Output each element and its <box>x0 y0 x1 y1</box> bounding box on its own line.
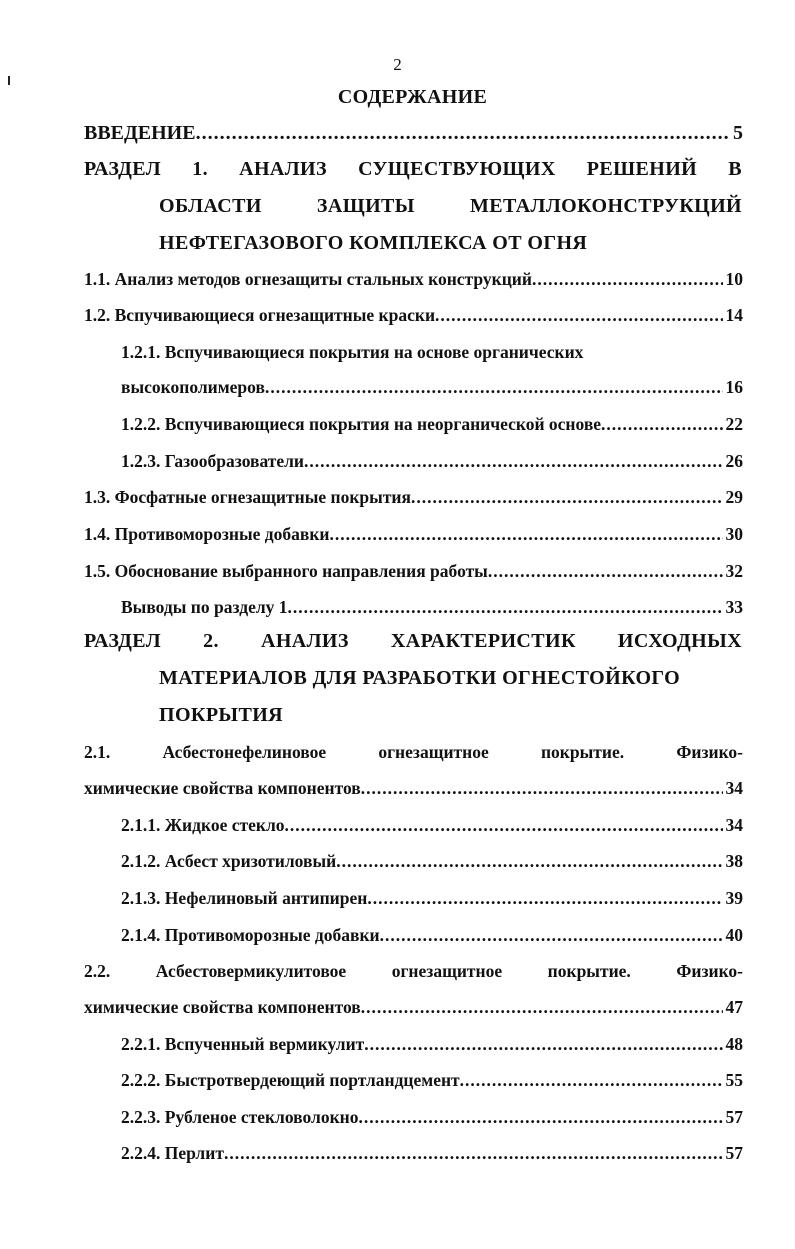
toc-entry-label: ВВЕДЕНИЕ <box>84 122 196 144</box>
dot-leader <box>380 921 723 949</box>
toc-entry-page: 26 <box>725 451 743 471</box>
toc-entry-page: 30 <box>725 524 743 544</box>
toc-entry-label: 1.1. Анализ методов огнезащиты стальных конструкций <box>84 269 532 289</box>
toc-entry[interactable] <box>84 774 743 802</box>
toc-entry-label: 1.5. Обоснование выбранного направления работы <box>84 561 488 581</box>
scan-edge-mark <box>8 76 10 85</box>
dot-leader <box>460 1066 723 1094</box>
dot-leader <box>488 557 723 585</box>
dot-leader <box>224 1139 723 1167</box>
toc-entry[interactable] <box>121 373 743 401</box>
toc-entry-label: 1.2. Вспучивающиеся огнезащитные краски <box>84 305 436 325</box>
dot-leader <box>304 447 722 475</box>
toc-entry-label: химические свойства компонентов <box>84 778 361 798</box>
section-1-heading <box>84 151 742 262</box>
toc-entry-page: 16 <box>725 377 743 397</box>
toc-entry[interactable] <box>84 483 743 511</box>
section-2-heading <box>84 623 742 734</box>
toc-entry-introduction[interactable] <box>84 119 743 147</box>
toc-entry-page: 57 <box>725 1143 743 1163</box>
toc-entry[interactable] <box>121 410 743 438</box>
page-number: 2 <box>393 55 402 74</box>
toc-entry[interactable] <box>84 993 743 1021</box>
dot-leader <box>361 774 723 802</box>
toc-entry-page: 34 <box>725 778 743 798</box>
toc-entry-first-line[interactable] <box>84 957 743 985</box>
toc-entry-page: 5 <box>733 122 743 144</box>
toc-entry-label: 2.1. Асбестонефелиновое огнезащитное покрытие. Физико- <box>84 742 743 762</box>
toc-entry-label: высокополимеров <box>121 377 265 397</box>
dot-leader <box>265 373 723 401</box>
toc-entry-label: химические свойства компонентов <box>84 997 361 1017</box>
toc-entry[interactable] <box>121 1030 743 1058</box>
toc-entry-label: 1.2.2. Вспучивающиеся покрытия на неорганической основе <box>121 414 602 434</box>
toc-entry-label: 2.2.4. Перлит <box>121 1143 224 1163</box>
toc-entry-label: 2.1.4. Противоморозные добавки <box>121 925 380 945</box>
toc-entry-label: 2.1.3. Нефелиновый антипирен <box>121 888 368 908</box>
toc-entry[interactable] <box>121 847 743 875</box>
dot-leader <box>532 265 723 293</box>
toc-entry-page: 14 <box>725 305 743 325</box>
toc-entry-page: 10 <box>725 269 743 289</box>
toc-entry[interactable] <box>121 884 743 912</box>
dot-leader <box>411 483 723 511</box>
section-heading-line: РАЗДЕЛ 2. АНАЛИЗ ХАРАКТЕРИСТИК ИСХОДНЫХ <box>84 630 742 652</box>
toc-entry[interactable] <box>121 447 743 475</box>
toc-entry[interactable] <box>84 520 743 548</box>
dot-leader <box>196 119 730 147</box>
toc-entry-page: 33 <box>725 597 743 617</box>
toc-entry-page: 55 <box>725 1070 743 1090</box>
toc-entry-label: 1.2.3. Газообразователи <box>121 451 305 471</box>
toc-entry-page: 29 <box>725 487 743 507</box>
toc-entry-page: 57 <box>725 1107 743 1127</box>
dot-leader <box>435 301 722 329</box>
toc-entry-label: 1.4. Противоморозные добавки <box>84 524 330 544</box>
dot-leader <box>329 520 722 548</box>
section-heading-line: МАТЕРИАЛОВ ДЛЯ РАЗРАБОТКИ ОГНЕСТОЙКОГО <box>159 667 681 689</box>
dot-leader <box>601 410 722 438</box>
toc-entry[interactable] <box>121 1103 743 1131</box>
page-title: СОДЕРЖАНИЕ <box>337 86 488 108</box>
toc-entry-label: 2.2. Асбестовермикулитовое огнезащитное покрытие. Физико- <box>84 961 743 981</box>
toc-entry-label: 1.2.1. Вспучивающиеся покрытия на основе органических <box>121 342 584 362</box>
toc-entry[interactable] <box>121 811 743 839</box>
toc-entry-label: 2.1.1. Жидкое стекло <box>121 815 285 835</box>
toc-entry-label: 2.2.2. Быстротвердеющий портландцемент <box>121 1070 460 1090</box>
dot-leader <box>364 1030 722 1058</box>
dot-leader <box>285 811 723 839</box>
toc-entry[interactable] <box>121 921 743 949</box>
dot-leader <box>367 884 722 912</box>
toc-entry[interactable] <box>121 593 743 621</box>
section-heading-line: НЕФТЕГАЗОВОГО КОМПЛЕКСА ОТ ОГНЯ <box>159 232 588 254</box>
dot-leader <box>336 847 722 875</box>
toc-entry-first-line[interactable] <box>121 338 743 366</box>
toc-entry-page: 40 <box>725 925 743 945</box>
toc-entry-label: 2.2.1. Вспученный вермикулит <box>121 1034 365 1054</box>
dot-leader <box>288 593 723 621</box>
section-heading-line: ОБЛАСТИ ЗАЩИТЫ МЕТАЛЛОКОНСТРУКЦИЙ <box>159 195 742 217</box>
toc-entry[interactable] <box>121 1066 743 1094</box>
toc-entry-page: 47 <box>725 997 743 1017</box>
toc-entry-label: 2.1.2. Асбест хризотиловый <box>121 851 337 871</box>
toc-entry[interactable] <box>84 301 743 329</box>
toc-entry-page: 34 <box>725 815 743 835</box>
toc-entry-page: 22 <box>725 414 743 434</box>
dot-leader <box>359 1103 723 1131</box>
toc-entry-label: Выводы по разделу 1 <box>121 597 288 617</box>
section-heading-line: ПОКРЫТИЯ <box>159 704 284 726</box>
toc-entry-first-line[interactable] <box>84 738 743 766</box>
toc-entry-label: 2.2.3. Рубленое стекловолокно <box>121 1107 359 1127</box>
toc-entry-page: 32 <box>725 561 743 581</box>
toc-entry-page: 39 <box>725 888 743 908</box>
toc-entry[interactable] <box>121 1139 743 1167</box>
toc-entry-page: 48 <box>725 1034 743 1054</box>
toc-entry-page: 38 <box>725 851 743 871</box>
toc-entry-label: 1.3. Фосфатные огнезащитные покрытия <box>84 487 411 507</box>
toc-entry[interactable] <box>84 557 743 585</box>
toc-entry[interactable] <box>84 265 743 293</box>
section-heading-line: РАЗДЕЛ 1. АНАЛИЗ СУЩЕСТВУЮЩИХ РЕШЕНИЙ В <box>84 158 742 180</box>
dot-leader <box>361 993 723 1021</box>
